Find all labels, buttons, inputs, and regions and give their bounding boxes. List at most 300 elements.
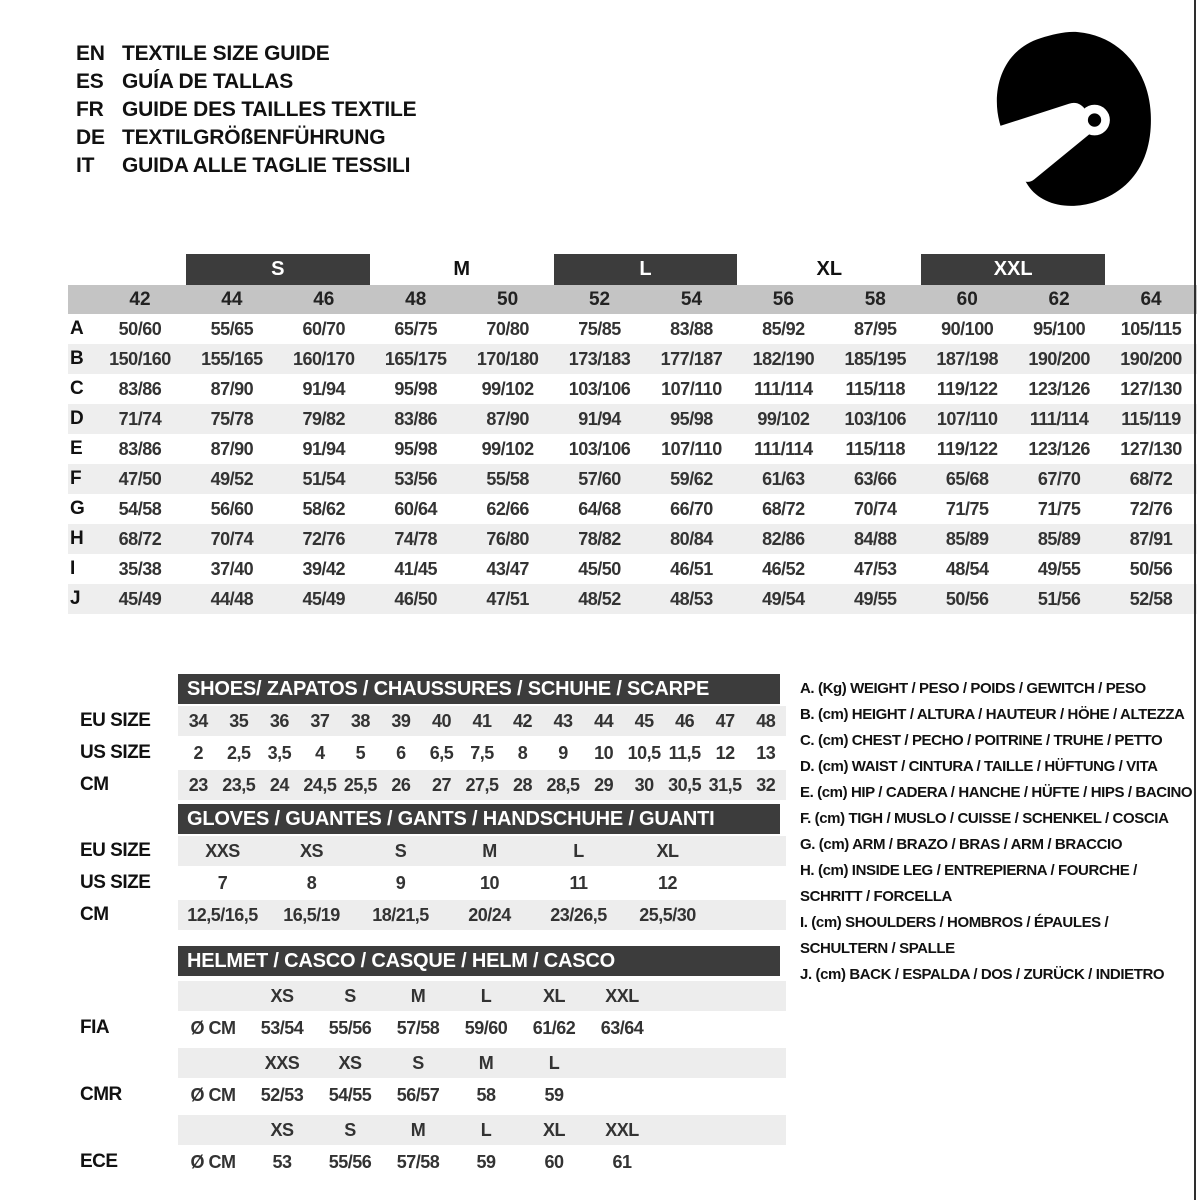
unit-cell: Ø CM [190, 1018, 236, 1038]
size-value: 61 [612, 1152, 632, 1172]
size-label: M [410, 986, 426, 1006]
language-code: EN [76, 42, 105, 65]
legend-line: G. (cm) ARM / BRAZO / BRAS / ARM / BRACCIO [800, 836, 1123, 853]
size-value: 87/90 [486, 409, 529, 429]
size-value: 8 [306, 873, 317, 893]
legend-line: C. (cm) CHEST / PECHO / POITRINE / TRUHE / PETTO [800, 732, 1163, 749]
language-title-list [76, 40, 416, 180]
size-value: 49/55 [854, 589, 897, 609]
size-label: XL [542, 1120, 565, 1140]
size-value: 16,5/19 [283, 905, 340, 925]
size-value: 115/119 [1121, 409, 1181, 429]
size-value: 190/200 [1028, 349, 1090, 369]
language-row [76, 40, 416, 68]
size-label: L [480, 986, 492, 1006]
row-letter: C [70, 378, 84, 399]
numeric-size: 62 [1048, 289, 1070, 310]
size-value: 160/170 [292, 349, 355, 369]
size-label: XS [270, 986, 294, 1006]
row-letter: D [70, 408, 84, 429]
gloves-rows [80, 836, 786, 930]
size-value: 11 [569, 873, 588, 893]
numeric-size: 42 [129, 289, 151, 310]
shoes-row [80, 738, 786, 768]
size-value: 47/53 [854, 559, 897, 579]
helmet-values-cells [178, 1080, 786, 1110]
legend-line: J. (cm) BACK / ESPALDA / DOS / ZURÜCK / INDIETRO [800, 966, 1165, 983]
size-value: 55/56 [328, 1152, 372, 1172]
gloves-row [80, 868, 786, 898]
legend-line: H. (cm) INSIDE LEG / ENTREPIERNA / FOURCHE / [800, 862, 1137, 879]
size-value: 53/54 [260, 1018, 304, 1038]
size-value: 107/110 [661, 439, 722, 459]
size-value: 11,5 [668, 743, 701, 763]
size-value: 60/70 [302, 319, 346, 339]
size-value: 30 [634, 775, 654, 795]
measure-row-e [68, 434, 1197, 464]
size-value: 182/190 [752, 349, 815, 369]
size-group-s: S [186, 254, 370, 285]
size-value: 49/54 [762, 589, 805, 609]
measure-row-c [68, 374, 1197, 404]
size-value: 127/130 [1120, 439, 1182, 459]
size-value: 91/94 [578, 409, 621, 429]
row-label: EU SIZE [80, 710, 151, 731]
size-value: 123/126 [1028, 379, 1090, 399]
helmet-sizes-row [80, 1115, 786, 1145]
size-value: 34 [188, 711, 208, 731]
size-value: 59 [476, 1152, 496, 1172]
helmet-sizes-cells [178, 1115, 786, 1145]
size-value: 56/60 [210, 499, 254, 519]
size-value: 60 [544, 1152, 564, 1172]
language-code: FR [76, 98, 104, 121]
helmet-standard-row-fia [80, 1013, 786, 1043]
size-value: 13 [756, 743, 776, 763]
textile-size-table [68, 254, 1197, 614]
size-value: 85/92 [762, 319, 805, 339]
row-letter: H [70, 528, 84, 549]
size-value: 25,5/30 [639, 905, 696, 925]
size-value: 4 [315, 743, 325, 763]
guide-title: TEXTILGRÖßENFÜHRUNG [122, 126, 386, 149]
size-value: 95/98 [394, 379, 437, 399]
size-value: 44 [594, 711, 614, 731]
size-value: 165/175 [384, 349, 447, 369]
numeric-size: 52 [588, 289, 611, 310]
corner-cell [68, 285, 94, 314]
size-value: 44/48 [210, 589, 254, 609]
measure-row-a [68, 314, 1197, 344]
row-letter: F [70, 468, 82, 489]
size-value: 119/122 [936, 439, 998, 459]
size-value: 90/100 [941, 319, 994, 339]
shoes-table-header: SHOES/ ZAPATOS / CHAUSSURES / SCHUHE / SCARPE [178, 674, 780, 704]
size-value: 54/58 [118, 499, 162, 519]
guide-title: GUIDA ALLE TAGLIE TESSILI [122, 154, 411, 177]
size-value: XL [656, 841, 679, 861]
size-value: 49/52 [210, 469, 254, 489]
size-value: 41/45 [394, 559, 437, 579]
size-value: 23/26,5 [550, 905, 607, 925]
size-value: 87/91 [1129, 529, 1173, 549]
size-value: 59/62 [670, 469, 713, 489]
size-value: 52/58 [1129, 589, 1173, 609]
helmet-size-table [80, 946, 786, 1177]
size-value: 9 [395, 873, 406, 893]
size-value: 61/63 [762, 469, 805, 489]
size-value: 95/98 [394, 439, 437, 459]
measurement-legend [800, 676, 1198, 988]
size-value: 72/76 [1129, 499, 1173, 519]
measure-row-f [68, 464, 1197, 494]
size-value: 107/110 [936, 409, 998, 429]
size-value: 95/98 [670, 409, 713, 429]
gloves-row [80, 836, 786, 866]
size-value: 115/118 [845, 439, 906, 459]
size-value: 45 [634, 711, 654, 731]
unit-cell [178, 981, 248, 1011]
size-value: 38 [350, 711, 370, 731]
measure-row-i [68, 554, 1197, 584]
measure-row-h [68, 524, 1197, 554]
size-value: 6 [396, 743, 406, 763]
size-value: 45/49 [302, 589, 346, 609]
legend-line: E. (cm) HIP / CADERA / HANCHE / HÜFTE / HIPS / BACINO [800, 784, 1193, 801]
size-value: 127/130 [1120, 379, 1182, 399]
standard-label: CMR [80, 1084, 122, 1105]
row-label: CM [80, 904, 109, 925]
size-value: 46/50 [394, 589, 437, 609]
guide-title: GUÍA DE TALLAS [122, 70, 294, 93]
size-value: 150/160 [109, 349, 171, 369]
size-value: 27,5 [465, 775, 499, 795]
row-label [80, 1048, 178, 1078]
size-value: 2 [193, 743, 204, 763]
shoes-row [80, 706, 786, 736]
size-value: 46 [675, 711, 695, 731]
helmet-sizes-cells [178, 981, 786, 1011]
size-value: 29 [594, 775, 614, 795]
numeric-size: 48 [405, 289, 427, 310]
helmet-values-cells [178, 1147, 786, 1177]
language-code: ES [76, 70, 104, 93]
size-value: 123/126 [1028, 439, 1090, 459]
size-value: 70/80 [486, 319, 529, 339]
size-value: 71/75 [1037, 499, 1081, 519]
size-value: 57/58 [396, 1018, 440, 1038]
size-value: 99/102 [481, 439, 534, 459]
size-value: 39 [391, 711, 411, 731]
size-value: 75/78 [210, 409, 254, 429]
size-value: 63/66 [854, 469, 897, 489]
size-value: 8 [517, 743, 528, 763]
unit-cell: Ø CM [190, 1152, 236, 1172]
numeric-size: 44 [221, 289, 243, 310]
size-value: 35/38 [118, 559, 162, 579]
right-border-line [1194, 0, 1196, 1200]
legend-line: SCHULTERN / SPALLE [800, 940, 955, 957]
legend-line: A. (Kg) WEIGHT / PESO / POIDS / GEWITCH / PESO [800, 680, 1146, 697]
numeric-size: 64 [1140, 289, 1162, 310]
size-value: 119/122 [936, 379, 998, 399]
unit-cell [178, 1048, 248, 1078]
size-value: 65/68 [945, 469, 989, 489]
size-value: 35 [229, 711, 249, 731]
size-value: 103/106 [568, 379, 631, 399]
size-value: 9 [558, 743, 568, 763]
size-value: 42 [513, 711, 533, 731]
size-value: 63/64 [600, 1018, 644, 1038]
size-value: 30,5 [668, 775, 702, 795]
size-value: 83/86 [118, 439, 162, 459]
size-value: 72/76 [302, 529, 346, 549]
size-value: 84/88 [854, 529, 897, 549]
size-label: XS [338, 1053, 362, 1073]
size-value: 46/52 [762, 559, 805, 579]
size-value: 39/42 [302, 559, 346, 579]
size-group-l: L [554, 254, 738, 285]
shoes-cells [178, 706, 786, 736]
size-value: 111/114 [754, 379, 813, 399]
measure-row-j [68, 584, 1197, 614]
size-label: XL [542, 986, 565, 1006]
size-value: 7,5 [470, 743, 494, 763]
size-value: 59/60 [464, 1018, 508, 1038]
size-value: 50/56 [1129, 559, 1173, 579]
row-label [80, 981, 178, 1011]
size-value: 40 [431, 711, 451, 731]
row-letter: I [70, 558, 76, 579]
shoes-rows [80, 706, 786, 800]
standard-label: ECE [80, 1151, 118, 1172]
size-value: 53/56 [394, 469, 437, 489]
gloves-size-table [80, 804, 786, 930]
size-value: 190/200 [1120, 349, 1182, 369]
size-value: 37/40 [210, 559, 254, 579]
size-value: 47/50 [118, 469, 162, 489]
size-value: 187/198 [936, 349, 998, 369]
size-value: 3,5 [267, 743, 292, 763]
size-value: 48/54 [945, 559, 989, 579]
size-value: 20/24 [468, 905, 511, 925]
size-group-xl: XL [816, 258, 843, 280]
unit-cell: Ø CM [190, 1085, 236, 1105]
shoes-row [80, 770, 786, 800]
size-value: XS [299, 841, 323, 861]
numeric-size: 56 [772, 289, 794, 310]
legend-line: I. (cm) SHOULDERS / HOMBROS / ÉPAULES / [800, 914, 1109, 931]
size-value: 45/50 [578, 559, 621, 579]
row-label: CM [80, 774, 109, 795]
gloves-cells [178, 836, 786, 866]
gloves-cells [178, 868, 786, 898]
size-value: 68/72 [762, 499, 805, 519]
helmet-table-header: HELMET / CASCO / CASQUE / HELM / CASCO [178, 946, 780, 976]
size-value: 70/74 [210, 529, 254, 549]
size-value: 56/57 [396, 1085, 440, 1105]
size-value: 57/60 [578, 469, 621, 489]
size-value: 75/85 [578, 319, 621, 339]
size-value: 46/51 [670, 559, 713, 579]
numeric-size: 46 [313, 289, 335, 310]
measurement-rows [68, 314, 1197, 614]
size-label: M [478, 1053, 494, 1073]
numeric-size-row [68, 285, 1197, 314]
size-label: L [548, 1053, 560, 1073]
size-group-header-row [68, 254, 1197, 285]
size-value: 173/183 [568, 349, 631, 369]
helmet-rows [80, 981, 786, 1177]
size-value: 67/70 [1037, 469, 1081, 489]
size-label: XXL [605, 1120, 639, 1140]
size-value: 47/51 [486, 589, 529, 609]
size-value: 5 [355, 743, 366, 763]
size-value: 49/55 [1037, 559, 1081, 579]
legend-line: D. (cm) WAIST / CINTURA / TAILLE / HÜFTUNG / VITA [800, 758, 1158, 775]
gloves-table-header: GLOVES / GUANTES / GANTS / HANDSCHUHE / GUANTI [178, 804, 780, 834]
language-row [76, 124, 416, 152]
size-value: 10 [479, 873, 500, 893]
size-value: 99/102 [481, 379, 534, 399]
size-value: 48/52 [578, 589, 621, 609]
size-value: 10,5 [627, 743, 661, 763]
helmet-sizes-row [80, 981, 786, 1011]
size-value: 95/100 [1033, 319, 1086, 339]
size-value: 103/106 [844, 409, 907, 429]
size-value: L [573, 841, 584, 861]
size-value: 55/65 [210, 319, 254, 339]
standard-label: FIA [80, 1017, 110, 1038]
size-value: 48 [756, 711, 776, 731]
size-value: 85/89 [1037, 529, 1081, 549]
size-value: 24,5 [303, 775, 337, 795]
size-value: 155/165 [201, 349, 263, 369]
size-value: 85/89 [945, 529, 989, 549]
size-value: 7 [217, 873, 228, 893]
language-row [76, 96, 416, 124]
size-value: 87/90 [210, 379, 254, 399]
unit-cell [178, 1115, 248, 1145]
size-value: 115/118 [845, 379, 906, 399]
size-label: S [412, 1053, 424, 1073]
row-label: US SIZE [80, 872, 151, 893]
row-letter: E [70, 438, 83, 459]
size-value: 55/56 [328, 1018, 372, 1038]
size-value: 83/86 [394, 409, 437, 429]
language-code: IT [76, 154, 95, 177]
size-value: 177/187 [660, 349, 723, 369]
row-label: US SIZE [80, 742, 151, 763]
size-value: 41 [472, 711, 492, 731]
helmet-sizes-row [80, 1048, 786, 1078]
size-value: 48/53 [670, 589, 713, 609]
size-value: 18/21,5 [372, 905, 429, 925]
size-value: 170/180 [476, 349, 539, 369]
size-value: 107/110 [661, 379, 722, 399]
numeric-size: 60 [956, 289, 978, 310]
size-value: 74/78 [394, 529, 437, 549]
size-value: 71/74 [118, 409, 162, 429]
size-value: 76/80 [486, 529, 529, 549]
size-value: 82/86 [762, 529, 805, 549]
shoes-size-table [80, 674, 786, 800]
size-value: 45/49 [118, 589, 162, 609]
size-value: 71/75 [945, 499, 989, 519]
size-label: XXL [605, 986, 639, 1006]
size-value: 47 [715, 711, 735, 731]
size-label: M [410, 1120, 426, 1140]
size-label: L [480, 1120, 492, 1140]
size-label: XS [270, 1120, 294, 1140]
size-value: 25,5 [343, 775, 377, 795]
row-letter: G [70, 498, 85, 519]
size-value: 111/114 [1029, 409, 1089, 429]
size-value: 99/102 [757, 409, 810, 429]
numeric-size: 54 [680, 289, 703, 310]
size-value: 65/75 [394, 319, 437, 339]
size-value: 50/60 [118, 319, 162, 339]
size-value: 27 [431, 775, 451, 795]
racing-helmet-icon [972, 26, 1168, 210]
size-value: 79/82 [302, 409, 346, 429]
helmet-values-cells [178, 1013, 786, 1043]
measure-row-d [68, 404, 1197, 434]
gloves-row [80, 900, 786, 930]
legend-line: SCHRITT / FORCELLA [800, 888, 952, 905]
size-value: 68/72 [1129, 469, 1173, 489]
size-value: 10 [594, 743, 614, 763]
language-row [76, 68, 416, 96]
size-value: 43 [553, 711, 573, 731]
numeric-size: 50 [497, 289, 519, 310]
row-letter: J [70, 588, 81, 609]
size-value: 12 [715, 743, 735, 763]
helmet-sizes-cells [178, 1048, 786, 1078]
size-value: 103/106 [568, 439, 631, 459]
size-value: 2,5 [227, 743, 251, 763]
size-value: XXS [205, 841, 240, 861]
language-row [76, 152, 416, 180]
size-value: 36 [269, 711, 289, 731]
size-value: 57/58 [396, 1152, 440, 1172]
size-value: 70/74 [854, 499, 897, 519]
size-label: S [344, 1120, 356, 1140]
size-value: 51/56 [1037, 589, 1081, 609]
size-group-m: M [453, 258, 470, 280]
size-value: 58 [476, 1085, 496, 1105]
size-value: 6,5 [429, 743, 454, 763]
helmet-standard-row-cmr [80, 1080, 786, 1110]
size-value: 43/47 [486, 559, 529, 579]
size-value: 51/54 [302, 469, 346, 489]
size-value: 185/195 [844, 349, 907, 369]
row-letter: A [70, 318, 84, 339]
numeric-size: 58 [864, 289, 886, 310]
row-label [80, 1115, 178, 1145]
size-value: 61/62 [532, 1018, 576, 1038]
size-value: 58/62 [302, 499, 346, 519]
size-value: 53 [272, 1152, 292, 1172]
guide-title: TEXTILE SIZE GUIDE [122, 42, 330, 65]
size-value: 50/56 [945, 589, 989, 609]
size-label: XXS [264, 1053, 300, 1073]
size-value: 59 [544, 1085, 564, 1105]
size-value: 12 [657, 873, 678, 893]
row-label: EU SIZE [80, 840, 151, 861]
size-value: 66/70 [670, 499, 713, 519]
size-value: 31,5 [708, 775, 742, 795]
